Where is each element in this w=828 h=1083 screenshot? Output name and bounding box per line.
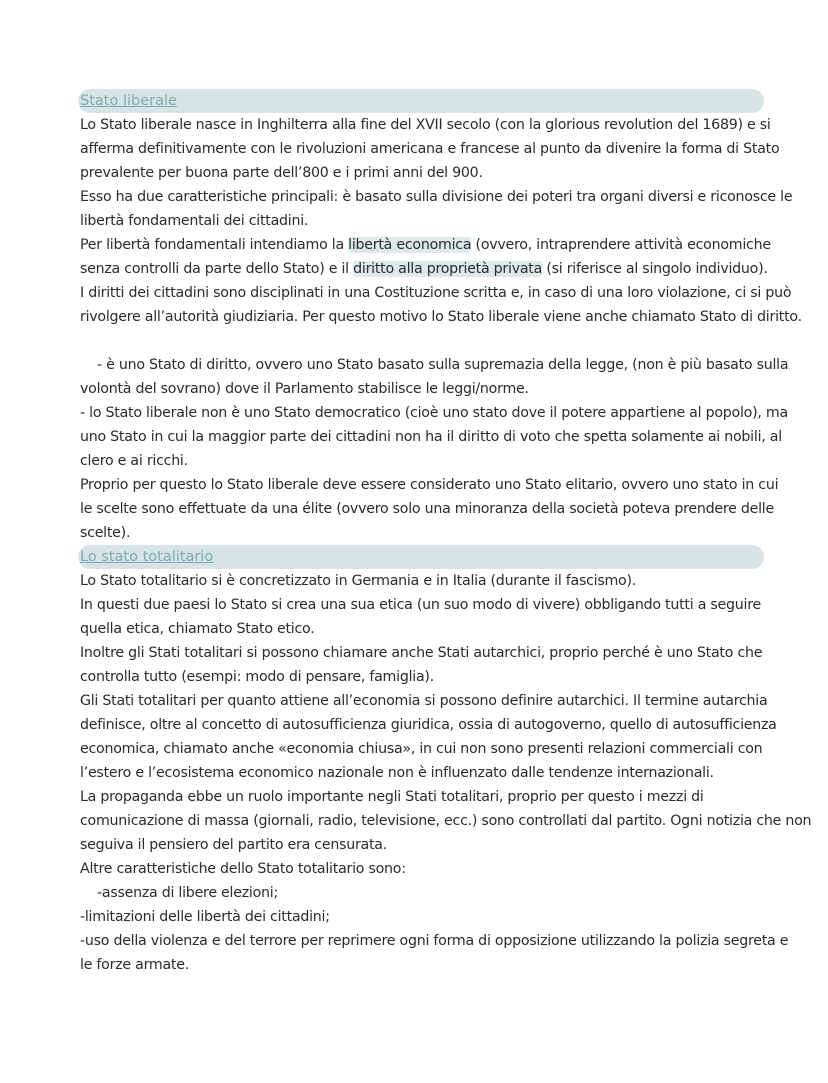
bullet-line: - è uno Stato di diritto, ovvero uno Stato basato sulla supremazia della legge, (non è più basato sulla [97,357,789,373]
paragraph-line [80,258,768,280]
bullet-line: -uso della violenza e del terrore per reprimere ogni forma di opposizione utilizzando la polizia segreta e [80,933,789,949]
paragraph-line: seguiva il pensiero del partito era censurata. [80,837,387,853]
section-heading-band-stato-liberale [78,89,764,113]
paragraph-line: Lo Stato liberale nasce in Inghilterra alla fine del XVII secolo (con la glorious revolution del 1689) e si [80,117,771,133]
paragraph-line: le forze armate. [80,957,189,973]
paragraph-line: le scelte sono effettuate da una élite (ovvero solo una minoranza della società poteva prendere delle [80,501,774,517]
paragraph-line: Proprio per questo lo Stato liberale deve essere considerato uno Stato elitario, ovvero uno stato in cui [80,477,779,493]
text-run: (si riferisce al singolo individuo). [542,261,768,277]
paragraph-line: volontà del sovrano) dove il Parlamento stabilisce le leggi/norme. [80,381,529,397]
paragraph-line: rivolgere all’autorità giudiziaria. Per questo motivo lo Stato liberale viene anche chiamato Stato di diritto. [80,309,802,325]
paragraph-line: Gli Stati totalitari per quanto attiene all’economia si possono definire autarchici. Il termine autarchia [80,693,768,709]
paragraph-line: afferma definitivamente con le rivoluzioni americana e francese al punto da divenire la forma di Stato [80,141,780,157]
paragraph-line: uno Stato in cui la maggior parte dei cittadini non ha il diritto di voto che spetta solamente ai nobili, al [80,429,782,445]
highlight-diritto-proprieta-privata: diritto alla proprietà privata [353,261,543,277]
paragraph-line: Esso ha due caratteristiche principali: è basato sulla divisione dei poteri tra organi diversi e riconosce le [80,189,793,205]
paragraph-line: comunicazione di massa (giornali, radio, televisione, ecc.) sono controllati dal partito. Ogni notizia che non [80,813,812,829]
text-run: (ovvero, intraprendere attività economiche [471,237,771,253]
paragraph-line: Lo Stato totalitario si è concretizzato in Germania e in Italia (durante il fascismo). [80,573,637,589]
bullet-line: - lo Stato liberale non è uno Stato democratico (cioè uno stato dove il potere appartiene al popolo), ma [80,405,788,421]
section-heading-stato-totalitario: Lo stato totalitario [80,549,214,565]
highlight-liberta-economica: libertà economica [348,237,472,253]
paragraph-line [80,234,771,256]
paragraph-line: economica, chiamato anche «economia chiusa», in cui non sono presenti relazioni commerciali con [80,741,763,757]
paragraph-line: quella etica, chiamato Stato etico. [80,621,315,637]
paragraph-line: definisce, oltre al concetto di autosufficienza giuridica, ossia di autogoverno, quello di autosufficienza [80,717,777,733]
section-heading-stato-liberale: Stato liberale [80,93,177,109]
paragraph-line: controlla tutto (esempi: modo di pensare, famiglia). [80,669,434,685]
bullet-line: -assenza di libere elezioni; [97,885,278,901]
text-run: Per libertà fondamentali intendiamo la [80,237,344,253]
paragraph-line: I diritti dei cittadini sono disciplinati in una Costituzione scritta e, in caso di una loro violazione, ci si può [80,285,792,301]
paragraph-line: In questi due paesi lo Stato si crea una sua etica (un suo modo di vivere) obbligando tutti a seguire [80,597,761,613]
paragraph-line: clero e ai ricchi. [80,453,188,469]
paragraph-line: l’estero e l’ecosistema economico nazionale non è influenzato dalle tendenze internazionali. [80,765,714,781]
text-run: senza controlli da parte dello Stato) e il [80,261,349,277]
paragraph-line: prevalente per buona parte dell’800 e i primi anni del 900. [80,165,483,181]
bullet-line: -limitazioni delle libertà dei cittadini; [80,909,330,925]
paragraph-line: Altre caratteristiche dello Stato totalitario sono: [80,861,406,877]
paragraph-line: libertà fondamentali dei cittadini. [80,213,309,229]
paragraph-line: Inoltre gli Stati totalitari si possono chiamare anche Stati autarchici, proprio perché è uno Stato che [80,645,763,661]
paragraph-line: scelte). [80,525,131,541]
paragraph-line: La propaganda ebbe un ruolo importante negli Stati totalitari, proprio per questo i mezzi di [80,789,704,805]
